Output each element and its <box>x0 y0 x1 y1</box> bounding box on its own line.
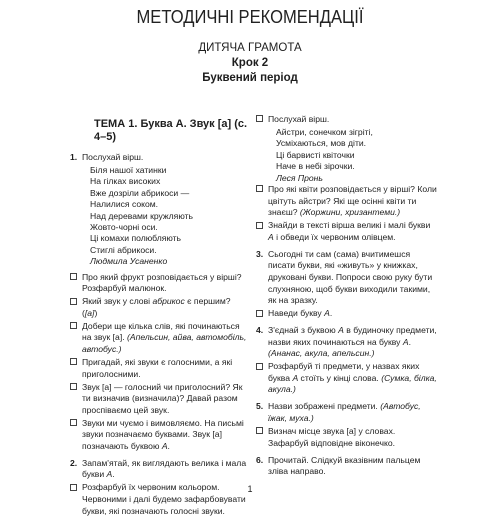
item-number: 6. <box>256 454 264 465</box>
item-text-italic: А <box>292 372 299 383</box>
poem <box>256 127 438 184</box>
item-text: Запам'ятай, як виглядають велика і мала букви <box>82 457 247 480</box>
poem-line: Над деревами кружляють <box>90 210 194 221</box>
poem-line: Жовто-чорні оси. <box>90 222 158 233</box>
topic-heading: ТЕМА 1. Буква А. Звук [а] (с. 4–5) <box>94 118 248 143</box>
item-text-italic: (Жоржини, хризантеми.) <box>299 207 401 218</box>
poem-author: Людмила Усаненко <box>90 256 168 267</box>
poem-line: Ці барвисті квіточки <box>276 149 355 160</box>
item-text: Який звук у слові <box>82 296 153 307</box>
list-item <box>70 418 248 453</box>
list-item <box>70 152 248 164</box>
checkbox-icon[interactable] <box>256 310 263 317</box>
list-item <box>70 458 248 481</box>
poem <box>70 165 248 268</box>
item-text: ) <box>94 307 98 318</box>
item-text: Розфарбуй ті предмети, у назвах яких буква <box>268 361 420 383</box>
item-text: Про який фрукт розповідається у вірші? Розфарбуй малюнок. <box>82 271 242 294</box>
item-text-italic: (Сумка, білка, акула.) <box>268 372 437 395</box>
list-item <box>256 361 438 396</box>
item-text: Звуки ми чуємо і вимовляємо. На письмі звуки позначаємо буквами. Звук [а] позначають буквою <box>82 417 244 451</box>
item-text: Послухай вірш. <box>82 152 144 162</box>
checkbox-icon[interactable] <box>70 322 77 329</box>
checkbox-icon[interactable] <box>70 358 77 365</box>
list-item <box>70 296 248 319</box>
checkbox-icon[interactable] <box>70 273 77 280</box>
poem-line: Стиглі абрикоси. <box>90 244 157 255</box>
list-item <box>256 220 438 243</box>
list-item <box>256 401 438 424</box>
item-text: є першим? ( <box>82 296 231 318</box>
poem-line: Біля нашої хатинки <box>90 164 167 175</box>
poem-line: Вже дозріли абрикоси — <box>90 187 190 198</box>
item-text-italic: А <box>338 325 344 336</box>
checkbox-icon[interactable] <box>256 222 263 229</box>
subtitle: ДИТЯЧА ГРАМОТА <box>198 42 302 54</box>
item-text: Прочитай. Слідкуй вказівним пальцем зліва направо. <box>268 454 421 477</box>
item-text: Звук [а] — голосний чи приголосний? Як ти визначив (визначила)? Давай разом проспіваємо цей звук. <box>82 381 243 415</box>
item-text-italic: А <box>268 231 274 242</box>
item-text: . <box>408 336 411 347</box>
list-item <box>70 272 248 295</box>
poem-line: Наче в небі зірочки. <box>276 161 355 172</box>
item-text: Наведи букву <box>268 308 325 319</box>
checkbox-icon[interactable] <box>70 419 77 426</box>
item-text: . <box>329 308 333 319</box>
item-text: Сьогодні ти сам (сама) вчитимешся писати букви, які «живуть» у книжках, друковані букви. Попроси свою руку бути слухняною, щоб букви виходили такими, як на зразку. <box>268 248 433 306</box>
item-text: З'єднай з буквою <box>268 325 339 336</box>
item-text-italic: (Апельсин, айва, автомобіль, автобус.) <box>82 332 247 354</box>
poem-line: Ці комахи полюбляють <box>90 233 182 244</box>
item-number: 2. <box>70 457 78 468</box>
item-text: Визнач місце звука [а] у словах. Зафарбуй відповідне віконечко. <box>268 426 396 448</box>
item-text: Розфарбуй їх червоним кольором. Червоними і далі будемо зафарбовувати букви, які позначають голосні звуки. <box>82 482 246 516</box>
item-text-italic: (Ананас, акула, апельсин.) <box>268 348 375 359</box>
list-item <box>256 184 438 219</box>
page-number: 1 <box>247 484 253 494</box>
checkbox-icon[interactable] <box>70 383 77 390</box>
step-heading: Крок 2 <box>231 57 269 69</box>
page-title: МЕТОДИЧНІ РЕКОМЕНДАЦІЇ <box>136 7 364 27</box>
list-item <box>256 455 438 478</box>
list-item <box>256 249 438 307</box>
item-text-italic: А <box>324 308 330 319</box>
item-text-italic: А <box>161 440 168 451</box>
period-heading: Буквений період <box>202 72 298 84</box>
item-text: . <box>112 469 115 480</box>
poem-line: Усміхаються, мов діти. <box>276 138 367 149</box>
right-column <box>256 114 438 479</box>
list-item <box>256 308 438 320</box>
item-number: 1. <box>70 152 78 162</box>
list-item <box>70 321 248 356</box>
poem-author: Леся Пронь <box>276 172 323 183</box>
item-text: Назви зображені предмети. <box>268 401 381 412</box>
item-text: Послухай вірш. <box>268 114 330 124</box>
checkbox-icon[interactable] <box>256 363 263 370</box>
item-number: 4. <box>256 325 264 336</box>
item-number: 3. <box>256 248 264 259</box>
checkbox-icon[interactable] <box>256 115 263 122</box>
poem-line: На гілках високих <box>90 176 161 187</box>
item-text: стоїть у кінці слова. <box>298 372 382 383</box>
poem-line: Налилися соком. <box>90 199 159 210</box>
item-text: Добери ще кілька слів, які починаються на звук [а]. <box>82 320 240 343</box>
item-text: Пригадай, які звуки є голосними, а які приголосними. <box>82 356 233 379</box>
poem-line: Айстри, сонечком зігріті, <box>276 126 373 137</box>
checkbox-icon[interactable] <box>256 185 263 192</box>
list-item <box>256 114 438 126</box>
list-item <box>256 325 438 360</box>
item-text: Про які квіти розповідається у вірші? Коли цвітуть айстри? Які ще осінні квіти ти знаєш? <box>268 184 437 218</box>
left-column <box>70 118 248 519</box>
item-text: і обведи їх червоним олівцем. <box>273 231 396 242</box>
item-text-italic: А <box>106 469 113 480</box>
item-text: . <box>167 440 170 451</box>
item-text-italic: А <box>402 336 409 347</box>
item-text-italic: [а] <box>84 307 95 318</box>
item-text: Знайди в тексті вірша великі і малі букви <box>268 220 431 231</box>
list-item <box>70 357 248 380</box>
checkbox-icon[interactable] <box>70 298 77 305</box>
checkbox-icon[interactable] <box>256 427 263 434</box>
list-item <box>256 426 438 449</box>
item-text-italic: (Автобус, їжак, муха.) <box>268 401 421 424</box>
list-item <box>70 382 248 417</box>
item-text: в будиночку предмети, назви яких починаються на букву <box>268 325 437 347</box>
item-text-italic: абрикос <box>152 296 185 307</box>
item-number: 5. <box>256 401 264 412</box>
